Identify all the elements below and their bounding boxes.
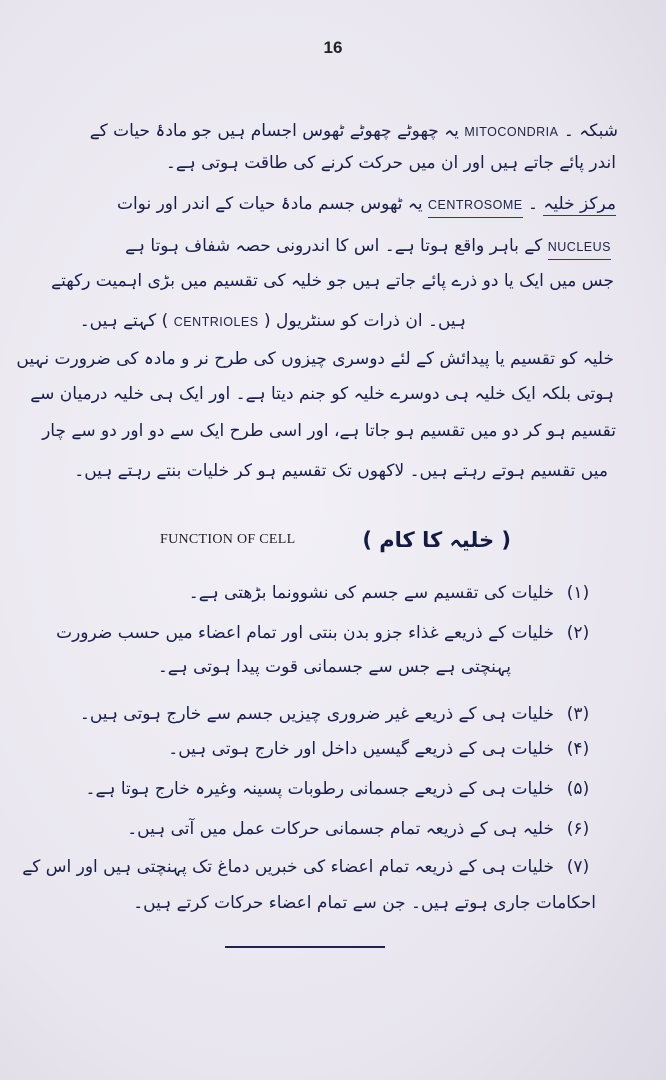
paragraph-line-1: شبکہ ۔ MITOCONDRIA یہ چھوٹے چھوٹے ٹھوس اجسام ہیں جو مادۂ حیات کے — [89, 121, 618, 141]
term-urdu: شبکہ — [579, 121, 618, 141]
term-english: CENTRIOLES — [173, 315, 259, 329]
line-text: یہ چھوٹے چھوٹے ٹھوس اجسام ہیں جو مادۂ حیات کے — [89, 121, 459, 141]
line-text: کہتے ہیں۔ — [79, 311, 157, 331]
term-urdu: مرکز خلیہ — [543, 194, 616, 214]
paragraph-line-10: میں تقسیم ہوتے رہتے ہیں۔ لاکھوں تک تقسیم ہو کر خلیات بنتے رہتے ہیں۔ — [74, 461, 608, 481]
paragraph-line-6: ہیں۔ ان ذرات کو سنٹریول ( CENTRIOLES ) کہتے ہیں۔ — [79, 311, 466, 331]
list-item — [127, 818, 596, 840]
heading-english: FUNCTION OF CELL — [160, 532, 296, 547]
list-item — [189, 582, 596, 604]
list-item-continuation — [158, 656, 511, 678]
list-text: خلیات ہی کے ذریعے جسمانی رطوبات پسینہ وغیرہ خارج ہوتا ہے۔ — [85, 779, 554, 799]
list-text: احکامات جاری ہوتے ہیں۔ جن سے تمام اعضاء حرکات کرتے ہیں۔ — [133, 893, 596, 913]
paragraph-line-7: خلیہ کو تقسیم یا پیدائش کے لئے دوسری چیزوں کی طرح نر و مادہ کی ضرورت نہیں — [16, 349, 614, 369]
term-english: MITOCONDRIA — [464, 125, 559, 139]
bottom-rule — [225, 946, 385, 948]
list-number: (۲) — [566, 623, 590, 643]
list-item — [80, 703, 596, 725]
line-text: ہیں۔ ان ذرات کو سنٹریول — [276, 311, 466, 331]
paragraph-line-2: اندر پائے جاتے ہیں اور ان میں حرکت کرنے کی طاقت ہوتی ہے۔ — [165, 153, 616, 173]
list-number: (۶) — [566, 819, 590, 839]
paragraph-line-9: تقسیم ہو کر دو میں تقسیم ہو جاتا ہے، اور اسی طرح ایک سے دو اور دو سے چار — [42, 421, 616, 441]
list-item-continuation — [133, 892, 596, 914]
paragraph-line-4 — [125, 235, 611, 260]
list-number: (۴) — [566, 739, 590, 759]
list-item — [22, 856, 596, 878]
list-text: خلیات کی تقسیم سے جسم کی نشوونما بڑھتی ہے۔ — [188, 583, 554, 603]
list-text: خلیات کے ذریعے غذاء جزو بدن بنتی اور تمام اعضاء میں حسب ضرورت — [56, 623, 554, 643]
page-number: 16 — [323, 38, 343, 57]
paragraph-line-3: مرکز خلیہ ۔ CENTROSOME یہ ٹھوس جسم مادۂ حیات کے اندر اور نوات — [117, 193, 616, 218]
list-number: (۱) — [566, 583, 590, 603]
paragraph-line-8: ہوتی بلکہ ایک خلیہ ہی دوسرے خلیہ کو جنم دیتا ہے۔ اور ایک ہی خلیہ درمیان سے — [30, 384, 614, 404]
heading-urdu: ( خلیہ کا کام ) — [362, 528, 511, 552]
list-text: پہنچتی ہے جس سے جسمانی قوت پیدا ہوتی ہے۔ — [157, 657, 511, 677]
list-item — [86, 778, 596, 800]
term-english: CENTROSOME — [428, 194, 523, 218]
list-number: (۳) — [566, 704, 590, 724]
list-number: (۷) — [566, 857, 590, 877]
list-number: (۵) — [566, 779, 590, 799]
list-text: خلیہ ہی کے ذریعہ تمام جسمانی حرکات عمل میں آتی ہیں۔ — [127, 819, 554, 839]
term-english: NUCLEUS — [548, 236, 611, 260]
section-heading — [0, 528, 666, 558]
line-text: یہ ٹھوس جسم مادۂ حیات کے اندر اور نوات — [116, 194, 423, 214]
paragraph-line-5: جس میں ایک یا دو ذرے پائے جاتے ہیں جو خلیہ کی تقسیم میں بڑی اہمیت رکھتے — [51, 271, 614, 291]
list-item — [56, 622, 596, 644]
list-text: خلیات ہی کے ذریعے غیر ضروری چیزیں جسم سے خارج ہوتی ہیں۔ — [79, 704, 554, 724]
list-text: خلیات ہی کے ذریعہ تمام اعضاء کی خبریں دماغ تک پہنچتی ہیں اور اس کے — [22, 857, 554, 877]
list-item — [168, 738, 596, 760]
line-text: کے باہر واقع ہوتا ہے۔ اس کا اندرونی حصہ شفاف ہوتا ہے — [125, 236, 543, 256]
list-text: خلیات ہی کے ذریعے گیسیں داخل اور خارج ہوتی ہیں۔ — [168, 739, 554, 759]
